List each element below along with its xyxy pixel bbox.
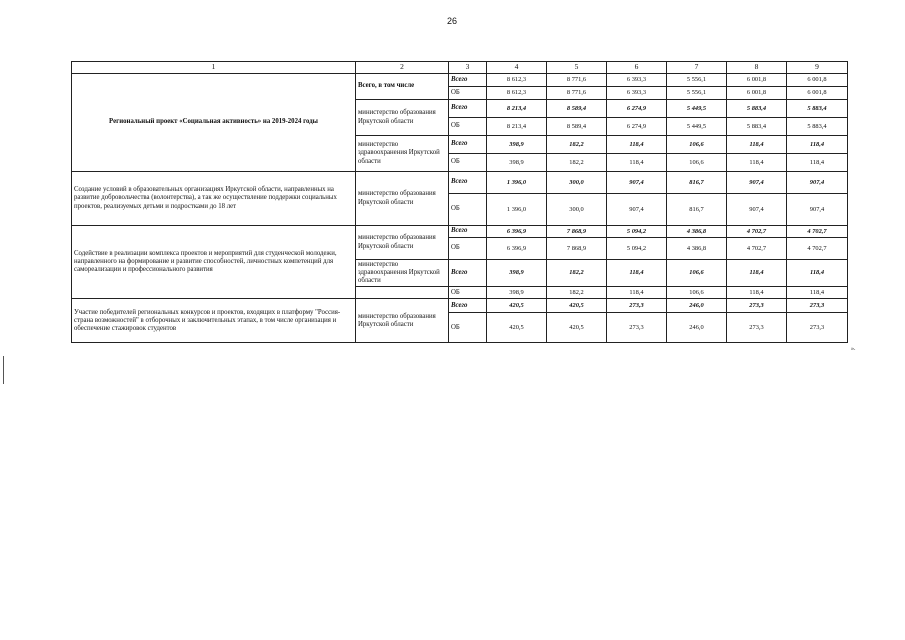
value-cell: 8 612,3 (487, 74, 547, 87)
value-cell: 182,2 (547, 260, 607, 287)
value-cell: 4 702,7 (787, 238, 848, 260)
executor-name: министерство здравоохранения Иркутской области (356, 136, 449, 172)
budget-table (71, 61, 848, 343)
funding-type: ОБ (449, 87, 487, 100)
value-cell: 816,7 (667, 172, 727, 194)
value-cell: 106,6 (667, 287, 727, 299)
table-row (72, 226, 848, 238)
value-cell: 5 556,1 (667, 87, 727, 100)
value-cell: 4 702,7 (727, 226, 787, 238)
funding-type: ОБ (449, 154, 487, 172)
funding-type: ОБ (449, 194, 487, 226)
value-cell: 7 868,9 (547, 226, 607, 238)
executor-spacer (356, 287, 449, 299)
header-cell: 6 (607, 62, 667, 74)
value-cell: 907,4 (787, 172, 848, 194)
value-cell: 106,6 (667, 154, 727, 172)
header-cell: 8 (727, 62, 787, 74)
value-cell: 398,9 (487, 260, 547, 287)
value-cell: 907,4 (787, 194, 848, 226)
value-cell: 6 393,3 (607, 87, 667, 100)
value-cell: 8 612,3 (487, 87, 547, 100)
value-cell: 118,4 (787, 260, 848, 287)
value-cell: 4 702,7 (787, 226, 848, 238)
value-cell: 8 213,4 (487, 100, 547, 118)
value-cell: 118,4 (607, 287, 667, 299)
funding-type: ОБ (449, 118, 487, 136)
funding-type: Всего (449, 136, 487, 154)
value-cell: 420,5 (487, 313, 547, 343)
table-row (72, 299, 848, 313)
activity-name: Содействие в реализации комплекса проектов и мероприятий для студенческой молодежи, направленного на формирование и развитие способностей, личностных компетенций для самореализации и профессионального развития (72, 226, 356, 299)
funding-type: Всего (449, 226, 487, 238)
value-cell: 1 396,0 (487, 172, 547, 194)
page-number: 26 (446, 16, 457, 26)
value-cell: 5 094,2 (607, 226, 667, 238)
value-cell: 6 001,8 (787, 87, 848, 100)
value-cell: 420,5 (487, 299, 547, 313)
header-cell: 5 (547, 62, 607, 74)
value-cell: 420,5 (547, 313, 607, 343)
value-cell: 6 274,9 (607, 118, 667, 136)
header-cell: 3 (449, 62, 487, 74)
funding-type: ОБ (449, 238, 487, 260)
value-cell: 6 396,9 (487, 226, 547, 238)
funding-type: Всего (449, 260, 487, 287)
value-cell: 1 396,0 (487, 194, 547, 226)
value-cell: 273,3 (787, 299, 848, 313)
value-cell: 420,5 (547, 299, 607, 313)
header-cell: 7 (667, 62, 727, 74)
scan-edge-mark (3, 356, 4, 384)
value-cell: 118,4 (787, 136, 848, 154)
value-cell: 106,6 (667, 136, 727, 154)
value-cell: 398,9 (487, 136, 547, 154)
value-cell: 5 883,4 (787, 118, 848, 136)
value-cell: 5 883,4 (727, 100, 787, 118)
executor-name: министерство образования Иркутской области (356, 299, 449, 343)
funding-type: ОБ (449, 287, 487, 299)
value-cell: 8 771,6 (547, 74, 607, 87)
value-cell: 300,0 (547, 172, 607, 194)
value-cell: 118,4 (727, 287, 787, 299)
value-cell: 907,4 (727, 194, 787, 226)
value-cell: 182,2 (547, 287, 607, 299)
value-cell: 907,4 (607, 194, 667, 226)
value-cell: 182,2 (547, 136, 607, 154)
value-cell: 8 213,4 (487, 118, 547, 136)
value-cell: 6 393,3 (607, 74, 667, 87)
value-cell: 398,9 (487, 154, 547, 172)
value-cell: 6 001,8 (787, 74, 848, 87)
value-cell: 118,4 (607, 260, 667, 287)
value-cell: 4 386,8 (667, 238, 727, 260)
value-cell: 4 386,8 (667, 226, 727, 238)
table-body (72, 62, 848, 343)
funding-type: Всего (449, 74, 487, 87)
value-cell: 273,3 (607, 299, 667, 313)
value-cell: 273,3 (727, 299, 787, 313)
funding-type: Всего (449, 100, 487, 118)
table-row (72, 172, 848, 194)
value-cell: 118,4 (727, 260, 787, 287)
executor-name: министерство образования Иркутской области (356, 226, 449, 260)
activity-name: Создание условий в образовательных организациях Иркутской области, направленных на развитие добровольчества (волонтерства), а так же осуществление поддержки социальных проектов, реализуемых детьми и подростками до 18 лет (72, 172, 356, 226)
activity-name: Участие победителей региональных конкурсов и проектов, входящих в платформу "Россия- страна возможностей" в отборочных и заключительных этапах, в том числе организация и обеспечение стажировок студентов (72, 299, 356, 343)
header-cell: 4 (487, 62, 547, 74)
value-cell: 5 883,4 (727, 118, 787, 136)
value-cell: 118,4 (607, 154, 667, 172)
value-cell: 907,4 (607, 172, 667, 194)
value-cell: 106,6 (667, 260, 727, 287)
header-cell: 1 (72, 62, 356, 74)
value-cell: 5 883,4 (787, 100, 848, 118)
value-cell: 273,3 (727, 313, 787, 343)
value-cell: 6 001,8 (727, 74, 787, 87)
value-cell: 5 449,5 (667, 100, 727, 118)
value-cell: 246,0 (667, 313, 727, 343)
value-cell: 4 702,7 (727, 238, 787, 260)
value-cell: 8 771,6 (547, 87, 607, 100)
value-cell: 118,4 (787, 287, 848, 299)
value-cell: 273,3 (787, 313, 848, 343)
project-name: Региональный проект «Социальная активность» на 2019-2024 годы (72, 74, 356, 172)
value-cell: 5 449,5 (667, 118, 727, 136)
value-cell: 398,9 (487, 287, 547, 299)
value-cell: 816,7 (667, 194, 727, 226)
table-row (72, 74, 848, 87)
header-cell: 2 (356, 62, 449, 74)
value-cell: 118,4 (787, 154, 848, 172)
value-cell: 6 396,9 (487, 238, 547, 260)
value-cell: 6 274,9 (607, 100, 667, 118)
value-cell: 5 556,1 (667, 74, 727, 87)
executor-name-part: министерство здравоохранения Иркутской области (356, 260, 449, 287)
value-cell: 118,4 (727, 154, 787, 172)
value-cell: 246,0 (667, 299, 727, 313)
value-cell: 907,4 (727, 172, 787, 194)
value-cell: 6 001,8 (727, 87, 787, 100)
funding-type: Всего (449, 299, 487, 313)
project-total-label: Всего, в том числе (356, 74, 449, 100)
executor-name: министерство образования Иркутской области (356, 172, 449, 226)
value-cell: 7 868,9 (547, 238, 607, 260)
value-cell: 300,0 (547, 194, 607, 226)
value-cell: 182,2 (547, 154, 607, 172)
value-cell: 118,4 (727, 136, 787, 154)
value-cell: 273,3 (607, 313, 667, 343)
closing-quote-mark: ». (851, 346, 856, 352)
value-cell: 118,4 (607, 136, 667, 154)
value-cell: 8 589,4 (547, 100, 607, 118)
header-cell: 9 (787, 62, 848, 74)
funding-type: ОБ (449, 313, 487, 343)
funding-type: Всего (449, 172, 487, 194)
header-row (72, 62, 848, 74)
value-cell: 5 094,2 (607, 238, 667, 260)
value-cell: 8 589,4 (547, 118, 607, 136)
executor-name: министерство образования Иркутской области (356, 100, 449, 136)
